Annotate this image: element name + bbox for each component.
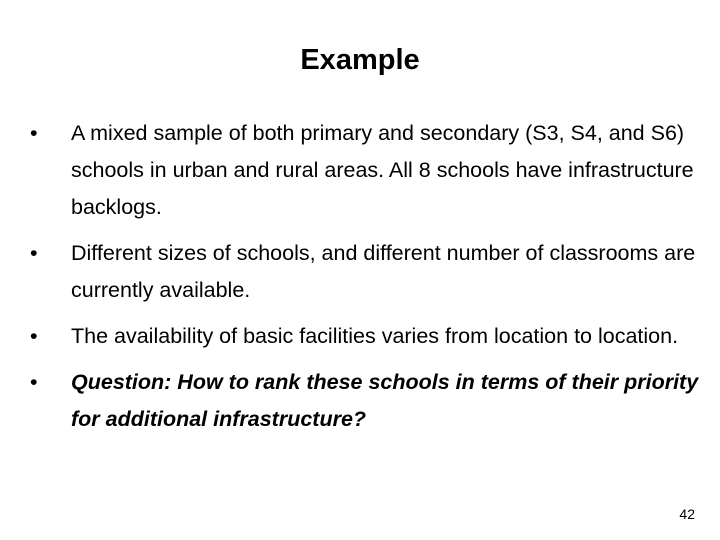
bullet-icon: • bbox=[30, 370, 38, 394]
bullet-item-1 bbox=[30, 115, 700, 226]
bullet-text-question: Question: How to rank these schools in terms of their priority for additional infrastructure? bbox=[71, 370, 699, 431]
bullet-icon: • bbox=[30, 121, 38, 145]
bullet-item-3 bbox=[30, 318, 700, 355]
bullet-icon: • bbox=[30, 324, 38, 348]
bullet-text-2: Different sizes of schools, and different number of classrooms are currently available. bbox=[71, 241, 696, 302]
bullet-icon: • bbox=[30, 241, 38, 265]
bullet-item-question bbox=[30, 364, 700, 438]
bullet-list bbox=[30, 115, 700, 447]
page-number: 42 bbox=[679, 506, 695, 522]
bullet-text-1: A mixed sample of both primary and secondary (S3, S4, and S6) schools in urban and rural areas. All 8 schools have infrastructure backlogs. bbox=[71, 121, 694, 219]
slide-title: Example bbox=[300, 44, 420, 76]
bullet-text-3: The availability of basic facilities varies from location to location. bbox=[71, 324, 679, 348]
bullet-item-2 bbox=[30, 235, 700, 309]
